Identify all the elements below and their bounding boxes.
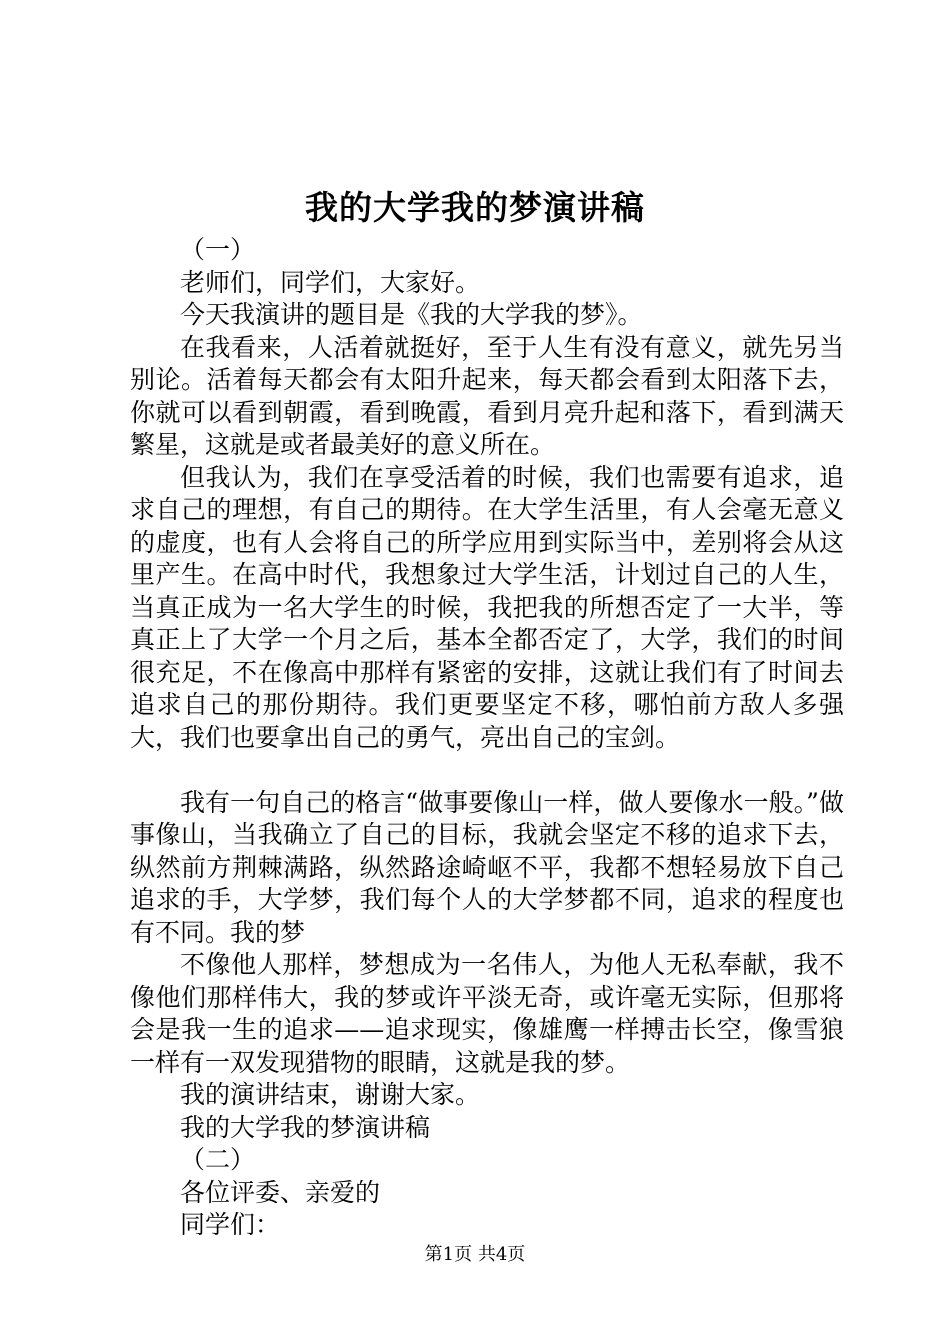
document-title: 我的大学我的梦演讲稿 xyxy=(305,188,645,227)
topic-paragraph: 今天我演讲的题目是《我的大学我的梦》。 xyxy=(180,300,643,329)
salutation-paragraph: 同学们： xyxy=(180,1210,281,1239)
document-body xyxy=(130,234,844,1242)
page-number-footer: 第1页 共4页 xyxy=(424,1244,526,1265)
subtitle-paragraph: 我的大学我的梦演讲稿 xyxy=(180,1112,431,1142)
closing-paragraph: 我的演讲结束，谢谢大家。 xyxy=(180,1080,481,1109)
section-marker-one: （一） xyxy=(180,235,256,264)
body-paragraph: 在我看来，人活着就挺好，至于人生有没有意义，就先另当别论。活着每天都会有太阳升起来，每天都会看到太阳落下去，你就可以看到朝霞，看到晚霞，看到月亮升起和落下，看到满天繁星，这就是或者最美好的意义所在。 xyxy=(130,332,844,459)
section-marker-two: （二） xyxy=(180,1145,256,1174)
body-paragraph: 但我认为，我们在享受活着的时候，我们也需要有追求，追求自己的理想，有自己的期待。在大学生活里，有人会毫无意义的虚度，也有人会将自己的所学应用到实际当中，差别将会从这里产生。在高中时代，我想象过大学生活，计划过自己的人生，当真正成为一名大学生的时候，我把我的所想否定了一大半，等真正上了大学一个月之后，基本全都否定了，大学，我们的时间很充足，不在像高中那样有紧密的安排，这就让我们有了时间去追求自己的那份期待。我们更要坚定不移，哪怕前方敌人多强大，我们也要拿出自己的勇气，亮出自己的宝剑。 xyxy=(130,462,844,752)
body-paragraph: 不像他人那样，梦想成为一名伟人，为他人无私奉献，我不像他们那样伟大，我的梦或许平淡无奇，或许毫无实际，但那将会是我一生的追求——追求现实，像雄鹰一样搏击长空，像雪狼一样有一双发现猎物的眼睛，这就是我的梦。 xyxy=(130,950,844,1077)
body-paragraph: 我有一句自己的格言“做事要像山一样，做人要像水一般。”做事像山，当我确立了自己的目标，我就会坚定不移的追求下去，纵然前方荆棘满路，纵然路途崎岖不平，我都不想轻易放下自己追求的手，大学梦，我们每个人的大学梦都不同，追求的程度也有不同。我的梦 xyxy=(130,787,844,947)
paragraph-spacer xyxy=(130,754,844,787)
greeting-paragraph: 老师们，同学们，大家好。 xyxy=(180,267,481,297)
salutation-paragraph: 各位评委、亲爱的 xyxy=(180,1177,381,1207)
